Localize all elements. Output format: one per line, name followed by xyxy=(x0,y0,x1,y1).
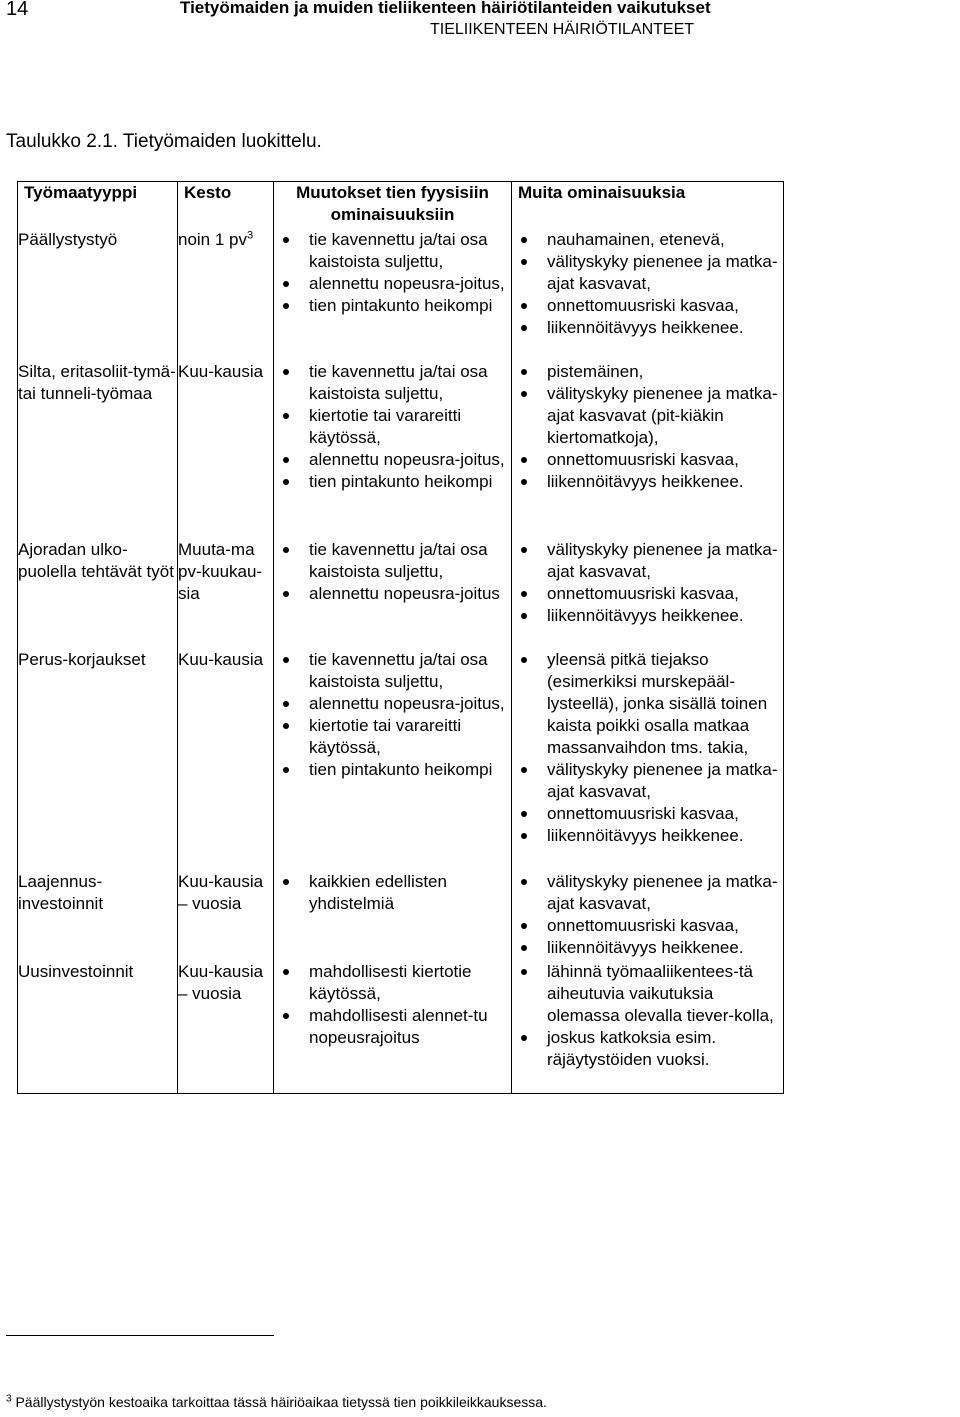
list-item: onnettomuusriski kasvaa, xyxy=(512,915,783,937)
spacer-cell xyxy=(274,627,512,649)
footnote-ref: 3 xyxy=(247,229,254,242)
cell-other xyxy=(512,961,784,1094)
duration-text: Kuu-kausia xyxy=(178,362,264,381)
list-item: onnettomuusriski kasvaa, xyxy=(512,295,783,317)
cell-other xyxy=(512,539,784,627)
spacer-cell xyxy=(18,627,178,649)
list-item: joskus katkoksia esim. räjäytystöiden vuoksi. xyxy=(512,1027,783,1071)
table-row xyxy=(18,539,784,627)
list-item: kiertotie tai varareitti käytössä, xyxy=(274,715,511,759)
cell-duration xyxy=(178,871,274,961)
list-item: välityskyky pienenee ja matka-ajat kasvavat, xyxy=(512,871,783,915)
list-item: tien pintakunto heikompi xyxy=(274,295,511,317)
list-item: alennettu nopeusra-joitus, xyxy=(274,693,511,715)
list-item: liikennöitävyys heikkenee. xyxy=(512,937,783,959)
cell-duration xyxy=(178,961,274,1094)
spacer-cell xyxy=(178,627,274,649)
cell-type: Silta, eritasoliit-tymä- tai tunneli-työmaa xyxy=(18,361,178,539)
bullet-list xyxy=(274,229,511,317)
duration-text: Kuu-kausia – vuosia xyxy=(178,962,264,1003)
list-item: liikennöitävyys heikkenee. xyxy=(512,825,783,847)
list-item: onnettomuusriski kasvaa, xyxy=(512,803,783,825)
footnote-marker: 3 xyxy=(6,1393,12,1405)
list-item: onnettomuusriski kasvaa, xyxy=(512,449,783,471)
cell-type: Perus-korjaukset xyxy=(18,649,178,871)
duration-text: Kuu-kausia – vuosia xyxy=(178,872,264,913)
table-row xyxy=(18,361,784,539)
duration-text: Kuu-kausia xyxy=(178,650,264,669)
list-item: kaikkien edellisten yhdistelmiä xyxy=(274,871,511,915)
cell-other xyxy=(512,229,784,361)
bullet-list xyxy=(274,361,511,493)
page-number: 14 xyxy=(6,0,29,20)
classification-table xyxy=(17,181,784,1094)
cell-changes xyxy=(274,961,512,1094)
cell-changes xyxy=(274,539,512,627)
duration-text: noin 1 pv xyxy=(178,230,247,249)
table-row xyxy=(18,961,784,1094)
bullet-list xyxy=(512,961,783,1071)
footnote-divider xyxy=(6,1335,274,1336)
duration-text: Muuta-ma pv-kuukau-sia xyxy=(178,540,263,603)
list-item: välityskyky pienenee ja matka-ajat kasvavat (pit-kiäkin kiertomatkoja), xyxy=(512,383,783,449)
cell-duration xyxy=(178,229,274,361)
bullet-list xyxy=(512,649,783,847)
header-title: Tietyömaiden ja muiden tieliikenteen häiriötilanteiden vaikutukset xyxy=(180,0,711,17)
list-item: tie kavennettu ja/tai osa kaistoista suljettu, xyxy=(274,229,511,273)
cell-changes xyxy=(274,361,512,539)
list-item: tien pintakunto heikompi xyxy=(274,471,511,493)
list-item: mahdollisesti kiertotie käytössä, xyxy=(274,961,511,1005)
cell-changes xyxy=(274,649,512,871)
list-item: yleensä pitkä tiejakso (esimerkiksi murskepääl-lysteellä), jonka sisällä toinen kaista poikki osalla matkaa massanvaihdon tms. takia, xyxy=(512,649,783,759)
list-item: alennettu nopeusra-joitus xyxy=(274,583,511,605)
list-item: pistemäinen, xyxy=(512,361,783,383)
list-item: kiertotie tai varareitti käytössä, xyxy=(274,405,511,449)
list-item: onnettomuusriski kasvaa, xyxy=(512,583,783,605)
cell-other xyxy=(512,871,784,961)
header-other: Muita ominaisuuksia xyxy=(512,182,784,230)
cell-type: Päällystystyö xyxy=(18,229,178,361)
cell-type: Uusinvestoinnit xyxy=(18,961,178,1094)
list-item: välityskyky pienenee ja matka-ajat kasvavat, xyxy=(512,251,783,295)
cell-changes xyxy=(274,229,512,361)
bullet-list xyxy=(274,961,511,1049)
list-item: liikennöitävyys heikkenee. xyxy=(512,317,783,339)
cell-duration xyxy=(178,539,274,627)
bullet-list xyxy=(274,539,511,605)
list-item: alennettu nopeusra-joitus, xyxy=(274,273,511,295)
list-item: liikennöitävyys heikkenee. xyxy=(512,471,783,493)
footnote-text: Päällystystyön kestoaika tarkoittaa tässä häiriöaikaa tietyssä tien poikkileikkauksessa. xyxy=(15,1394,547,1410)
spacer-cell xyxy=(512,627,784,649)
table-row xyxy=(18,871,784,961)
list-item: välityskyky pienenee ja matka-ajat kasvavat, xyxy=(512,539,783,583)
footnote xyxy=(6,1394,547,1410)
list-item: välityskyky pienenee ja matka-ajat kasvavat, xyxy=(512,759,783,803)
header-subtitle: TIELIIKENTEEN HÄIRIÖTILANTEET xyxy=(430,21,695,38)
list-item: tie kavennettu ja/tai osa kaistoista suljettu, xyxy=(274,361,511,405)
row-spacer xyxy=(18,627,784,649)
cell-other xyxy=(512,649,784,871)
list-item: mahdollisesti alennet-tu nopeusrajoitus xyxy=(274,1005,511,1049)
cell-duration xyxy=(178,649,274,871)
bullet-list xyxy=(512,871,783,959)
bullet-list xyxy=(512,229,783,339)
bullet-list xyxy=(274,649,511,781)
bullet-list xyxy=(512,361,783,493)
list-item: liikennöitävyys heikkenee. xyxy=(512,605,783,627)
bullet-list xyxy=(274,871,511,915)
bullet-list xyxy=(512,539,783,627)
table-row xyxy=(18,229,784,361)
cell-other xyxy=(512,361,784,539)
header-type: Työmaatyyppi xyxy=(18,182,178,230)
header-duration: Kesto xyxy=(178,182,274,230)
list-item: tie kavennettu ja/tai osa kaistoista suljettu, xyxy=(274,539,511,583)
cell-type: Ajoradan ulko-puolella tehtävät työt xyxy=(18,539,178,627)
list-item: alennettu nopeusra-joitus, xyxy=(274,449,511,471)
list-item: tien pintakunto heikompi xyxy=(274,759,511,781)
table-row xyxy=(18,649,784,871)
list-item: lähinnä työmaaliikentees-tä aiheutuvia vaikutuksia olemassa olevalla tiever-kolla, xyxy=(512,961,783,1027)
cell-changes xyxy=(274,871,512,961)
list-item: nauhamainen, etenevä, xyxy=(512,229,783,251)
list-item: tie kavennettu ja/tai osa kaistoista suljettu, xyxy=(274,649,511,693)
header-changes: Muutokset tien fyysisiin ominaisuuksiin xyxy=(274,182,512,230)
cell-type: Laajennus-investoinnit xyxy=(18,871,178,961)
cell-duration xyxy=(178,361,274,539)
table-caption: Taulukko 2.1. Tietyömaiden luokittelu. xyxy=(6,131,322,152)
table-header-row xyxy=(18,182,784,230)
